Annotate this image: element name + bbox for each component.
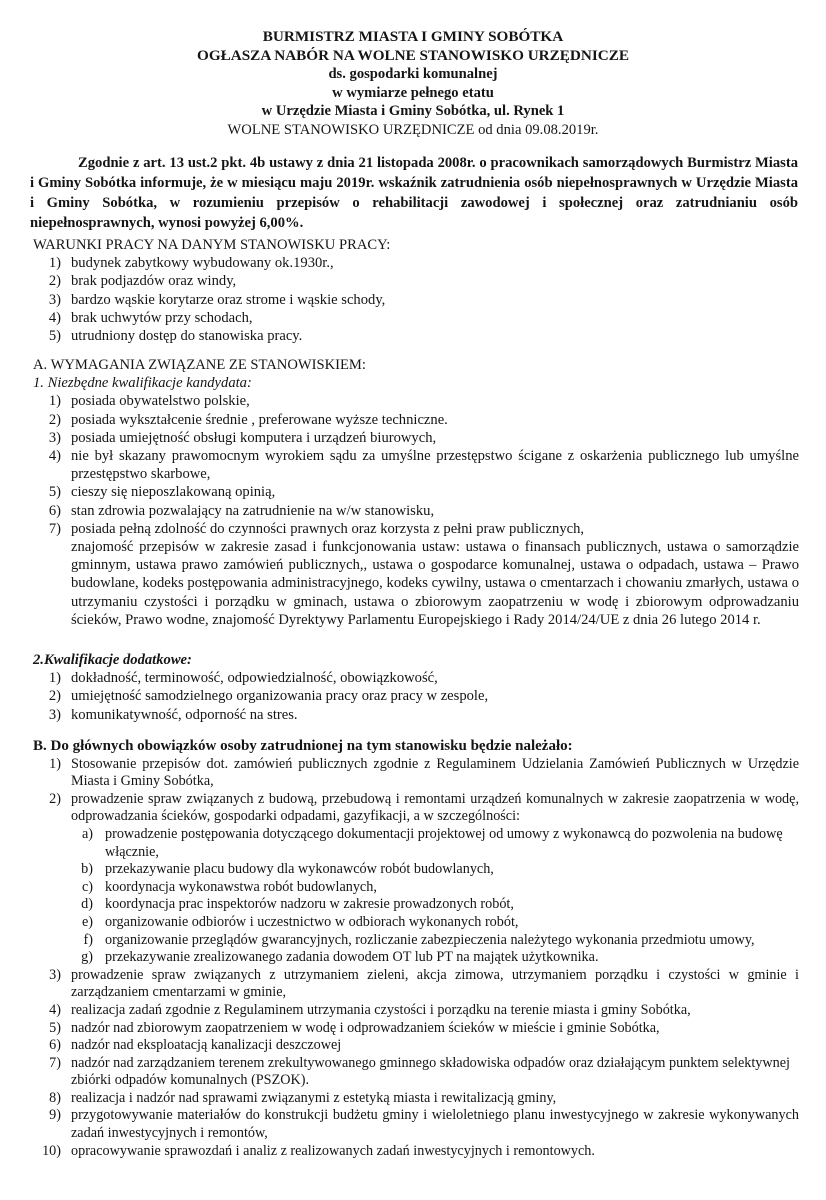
list-item: 3) prowadzenie spraw związanych z utrzymaniem zieleni, akcja zimowa, utrzymaniem porządku i czystości w gminie i zarządzaniem cmentarzami w gminie, <box>49 966 799 1001</box>
section-b-title: B. Do głównych obowiązków osoby zatrudnionej na tym stanowisku będzie należało: <box>33 738 573 754</box>
list-item: 3) komunikatywność, odporność na stres. <box>48 706 298 723</box>
section-a-title: A. WYMAGANIA ZWIĄZANE ZE STANOWISKIEM: <box>33 357 366 373</box>
list-item: 2) prowadzenie spraw związanych z budową, przebudową i remontami urządzeń komunalnych w zakresie zaopatrzenia w wodę, odprowadzania ścieków, gospodarki odpadami, gazyfikacji, a w szczególności: <box>49 790 799 825</box>
legal-knowledge-paragraph: znajomość przepisów w zakresie zasad i funkcjonowania ustaw: ustawa o finansach publicznych, ustawa o samorządzie gminnym, ustawa prawo zamówień publicznych,, ustawa o gospodarce komunalnej, ustawa o odpadach, ustawa – Prawo budowlane, kodeks postępowania administracyjnego, kodeks cywilny, ustawa o cmentarzach i chowaniu zmarłych, ustawa o utrzymaniu czystości i porządku w gminach, ustawa o zbiorowym zaopatrzeniu w wodę i zbiorowym odprowadzaniu ścieków, Prawo wodne, znajomość Dyrektywy Parlamentu Europejskiego i Rady 2014/24/UE z dnia 26 lutego 2014 r. <box>71 539 799 628</box>
header-line-5: w Urzędzie Miasta i Gminy Sobótka, ul. Rynek 1 <box>261 103 565 119</box>
list-item: 6) nadzór nad eksploatacją kanalizacji deszczowej <box>49 1037 342 1054</box>
list-item: g) przekazywanie zrealizowanego zadania dowodem OT lub PT na majątek użytkownika. <box>81 949 599 966</box>
list-item: 9) przygotowywanie materiałów do konstrukcji budżetu gminy i wieloletniego planu inwestycyjnego w zakresie wykonywanych zadań inwestycyjnych i remontów, <box>49 1107 799 1142</box>
announcement-header <box>0 28 826 139</box>
list-item: 5) nadzór nad zbiorowym zaopatrzeniem w wodę i odprowadzaniem ścieków w mieście i gminie Sobótka, <box>49 1019 660 1036</box>
list-item: 1) dokładność, terminowość, odpowiedzialność, obowiązkowość, <box>48 670 438 687</box>
section-a-subtitle-2: 2.Kwalifikacje dodatkowe: <box>33 652 192 668</box>
list-item: 4) realizacja zadań zgodnie z Regulaminem utrzymania czystości i porządku na terenie miasta i gminy Sobótka, <box>49 1001 691 1018</box>
duties-sublist <box>33 826 799 967</box>
list-item: 2) brak podjazdów oraz windy, <box>48 273 237 290</box>
list-item: 6) stan zdrowia pozwalający na zatrudnienie na w/w stanowisku, <box>48 502 435 519</box>
section-a-additional <box>33 651 799 724</box>
list-item: 1) budynek zabytkowy wybudowany ok.1930r., <box>48 255 334 272</box>
list-item: b) przekazywanie placu budowy dla wykonawców robót budowlanych, <box>81 861 494 878</box>
conditions-title: WARUNKI PRACY NA DANYM STANOWISKU PRACY: <box>33 237 391 253</box>
list-item: d) koordynacja prac inspektorów nadzoru w zakresie prowadzonych robót, <box>81 896 514 913</box>
list-item: 5) cieszy się nieposzlakowaną opinią, <box>48 484 276 501</box>
header-line-4: w wymiarze pełnego etatu <box>332 84 494 101</box>
required-qualifications-list <box>33 392 799 538</box>
list-item: 10) opracowywanie sprawozdań i analiz z realizowanych zadań inwestycyjnych i remontowych. <box>42 1142 595 1159</box>
list-item: 3) posiada umiejętność obsługi komputera i urządzeń biurowych, <box>48 429 437 446</box>
list-item: f) organizowanie przeglądów gwarancyjnych, rozliczanie zabezpieczenia należytego wykonania przedmiotu umowy, <box>83 931 755 948</box>
list-item: 4) nie był skazany prawomocnym wyrokiem sądu za umyślne przestępstwo ścigane z oskarżenia publicznego lub umyślne przestępstwo skarbowe, <box>48 448 799 483</box>
list-item: 7) nadzór nad zarządzaniem terenem zrekultywowanego gminnego składowiska odpadów oraz działającym punktem selektywnej zbiórki odpadów komunalnych (PSZOK). <box>49 1054 790 1089</box>
list-item: e) organizowanie odbiorów i uczestnictwo w odbiorach wykonanych robót, <box>81 913 519 930</box>
header-line-2: OGŁASZA NABÓR NA WOLNE STANOWISKO URZĘDNICZE <box>197 46 629 64</box>
list-item: 3) bardzo wąskie korytarze oraz strome i wąskie schody, <box>48 291 386 308</box>
list-item: 5) utrudniony dostęp do stanowiska pracy. <box>48 328 303 345</box>
list-item: 7) posiada pełną zdolność do czynności prawnych oraz korzysta z pełni praw publicznych, <box>48 520 585 537</box>
intro-paragraph: Zgodnie z art. 13 ust.2 pkt. 4b ustawy z dnia 21 listopada 2008r. o pracownikach samorządowych Burmistrz Miasta i Gminy Sobótka informuje, że w miesiącu maju 2019r. wskaźnik zatrudnienia osób niepełnosprawnych w Urzędzie Miasta i Gminy Sobótka, w rozumieniu przepisów o rehabilitacji zawodowej i społecznej oraz zatrudnianiu osób niepełnosprawnych, wynosi powyżej 6,00%. <box>30 155 798 231</box>
conditions-section <box>33 236 799 345</box>
list-item: 2) posiada wykształcenie średnie , preferowane wyższe techniczne. <box>48 411 448 428</box>
section-b <box>33 738 799 1160</box>
list-item: 4) brak uchwytów przy schodach, <box>48 309 253 326</box>
duties-list <box>33 756 799 826</box>
header-line-1: BURMISTRZ MIASTA I GMINY SOBÓTKA <box>262 28 564 45</box>
header-line-3: ds. gospodarki komunalnej <box>328 66 498 82</box>
header-line-6: WOLNE STANOWISKO URZĘDNICZE od dnia 09.08.2019r. <box>227 121 599 138</box>
list-item: 8) realizacja i nadzór nad sprawami związanymi z estetyką miasta i rewitalizacją gminy, <box>49 1089 557 1106</box>
duties-list-continued <box>33 967 799 1161</box>
list-item: c) koordynacja wykonawstwa robót budowlanych, <box>81 878 377 895</box>
list-item: 2) umiejętność samodzielnego organizowania pracy oraz pracy w zespole, <box>48 688 489 705</box>
list-item: a) prowadzenie postępowania dotyczącego dokumentacji projektowej od umowy z wykonawcą do pozwolenia na budowę włącznie, <box>81 825 783 860</box>
conditions-list <box>33 254 799 345</box>
list-item: 1) posiada obywatelstwo polskie, <box>48 393 250 410</box>
additional-qualifications-list <box>33 669 799 724</box>
section-a <box>33 356 799 629</box>
list-item: 1) Stosowanie przepisów dot. zamówień publicznych zgodnie z Regulaminem Udzielania Zamówień Publicznych w Urzędzie Miasta i Gminy Sobótka, <box>49 755 799 790</box>
section-a-subtitle-1: 1. Niezbędne kwalifikacje kandydata: <box>33 375 252 392</box>
